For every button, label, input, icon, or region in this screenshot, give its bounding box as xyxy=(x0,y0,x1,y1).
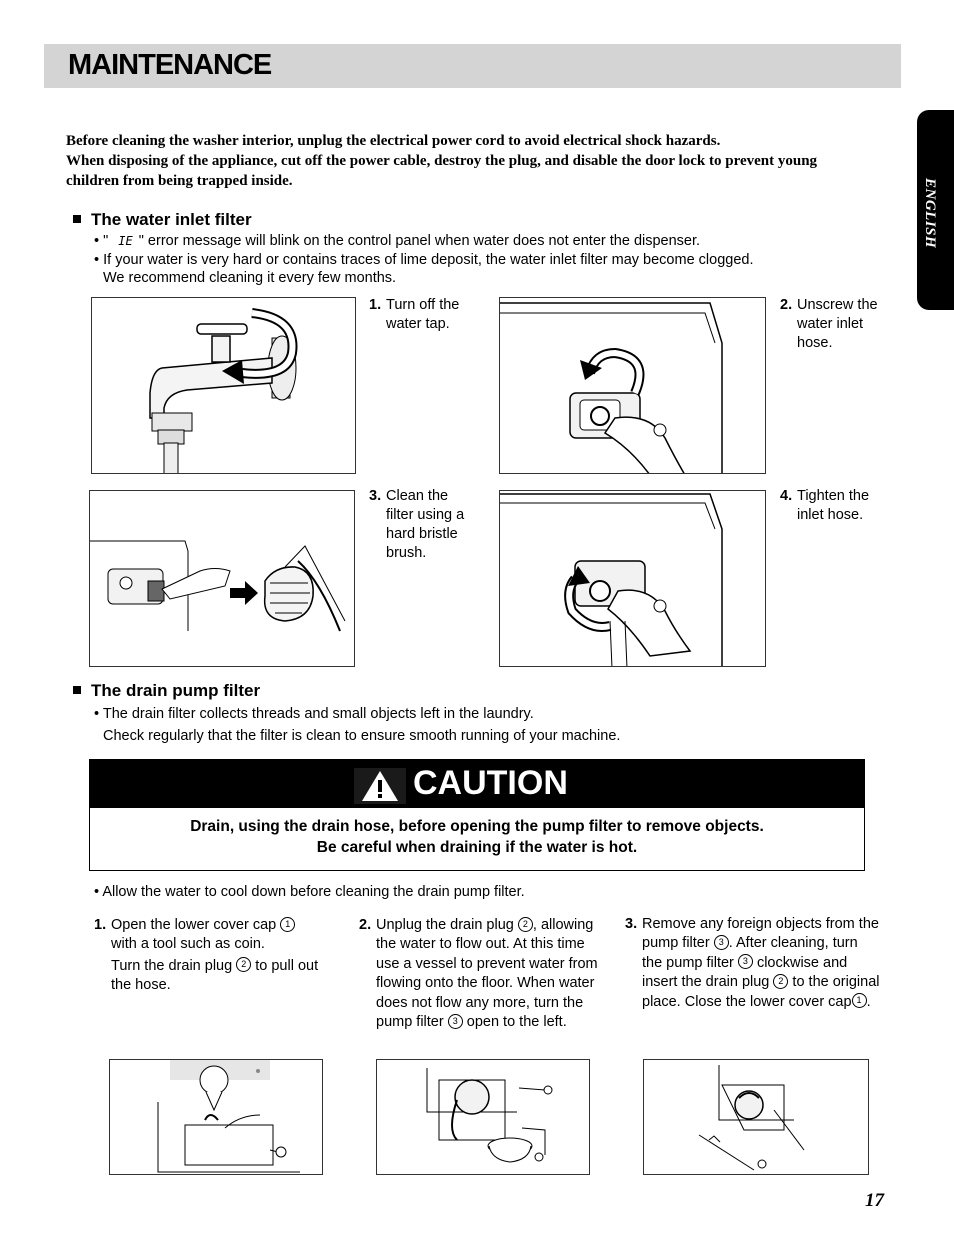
inlet-step-2 xyxy=(780,296,890,353)
page-title: MAINTENANCE xyxy=(68,49,272,81)
step-text: to the original place. Close the lower cover cap xyxy=(642,974,880,1010)
step-text: Unplug the drain plug xyxy=(376,917,514,933)
drain-step-1 xyxy=(94,916,324,996)
drain-filter-heading xyxy=(73,681,260,701)
circled-number-2: 2 xyxy=(236,957,251,972)
step-text: Remove any foreign objects from the pump filter xyxy=(642,916,879,952)
turn-off-tap-illustration xyxy=(91,297,356,474)
step-number: 3. xyxy=(369,488,382,504)
step-number: 4. xyxy=(780,488,793,504)
inlet-bullet-2-line-2: We recommend cleaning it every few months. xyxy=(103,270,397,286)
circled-number-3: 3 xyxy=(738,954,753,969)
step-text: Turn the drain plug xyxy=(111,957,233,974)
circled-number-1: 1 xyxy=(852,993,867,1008)
clean-pump-filter-illustration xyxy=(643,1059,869,1175)
step-text: Unscrew the water inlet hose. xyxy=(797,297,878,351)
step-text: open to the left. xyxy=(466,1014,567,1031)
step-number: 2. xyxy=(780,297,793,313)
warning-line-1: Before cleaning the washer interior, unplug the electrical power cord to avoid electrical shock hazards. xyxy=(66,133,721,149)
step-number: 3. xyxy=(625,916,638,932)
safety-warning xyxy=(66,131,866,191)
unplug-drain-illustration xyxy=(376,1059,590,1175)
inlet-step-1 xyxy=(369,296,479,334)
error-code-glyph: IE xyxy=(118,234,133,248)
circled-number-3: 3 xyxy=(714,935,729,950)
step-text: with a tool such as coin. xyxy=(111,936,265,953)
circled-number-2: 2 xyxy=(518,917,533,932)
inlet-bullet-2-line-1: If your water is very hard or contains traces of lime deposit, the water inlet filter may become clogged. xyxy=(103,252,754,268)
caution-text xyxy=(90,816,864,858)
square-bullet-icon xyxy=(73,686,81,694)
inlet-step-3 xyxy=(369,487,479,563)
tighten-hose-illustration xyxy=(499,490,766,667)
step-text: Tighten the inlet hose. xyxy=(797,488,870,523)
inlet-bullet-1-text: " error message will blink on the control panel when water does not enter the dispenser. xyxy=(138,233,701,249)
drain-bullet-1-text: The drain filter collects threads and small objects left in the laundry. xyxy=(102,706,534,722)
step-text: clockwise and insert the drain plug xyxy=(642,954,848,991)
drain-bullet-1b-text: Check regularly that the filter is clean to ensure smooth running of your machine. xyxy=(103,728,621,744)
caution-box xyxy=(89,759,865,871)
step-text: Turn off the water tap. xyxy=(386,297,460,332)
circled-number-3: 3 xyxy=(448,1014,463,1029)
drain-bullet-1b xyxy=(103,727,863,746)
circled-number-1: 1 xyxy=(280,917,295,932)
step-text: . After cleaning, turn the pump filter xyxy=(642,935,858,971)
step-text: Clean the filter using a hard bristle brush. xyxy=(386,488,465,561)
language-tab xyxy=(917,110,954,310)
page-number: 17 xyxy=(865,1190,884,1211)
caution-label: CAUTION xyxy=(413,764,568,802)
step-number: 1. xyxy=(94,917,107,933)
step-number: 2. xyxy=(359,917,372,933)
step-text: to pull out the hose. xyxy=(111,957,319,994)
warning-line-2: When disposing of the appliance, cut off the power cable, destroy the plug, and disable the door lock to prevent young children from being trapped inside. xyxy=(66,153,818,189)
caution-line-1: Drain, using the drain hose, before opening the pump filter to remove objects. xyxy=(190,818,764,835)
inlet-bullet-2b xyxy=(103,269,863,288)
caution-header xyxy=(90,760,864,808)
language-tab-label: ENGLISH xyxy=(922,178,938,249)
step-text: . xyxy=(866,993,871,1010)
inlet-filter-heading xyxy=(73,210,252,230)
warning-triangle-icon xyxy=(354,768,406,804)
cool-down-note: • Allow the water to cool down before cleaning the drain pump filter. xyxy=(94,884,525,900)
step-number: 1. xyxy=(369,297,382,313)
drain-step-3 xyxy=(625,915,880,1012)
title-bar xyxy=(44,44,901,88)
caution-line-2: Be careful when draining if the water is hot. xyxy=(316,839,638,856)
square-bullet-icon xyxy=(73,215,81,223)
step-text: allowing the water to flow out. At this time use a vessel to prevent water from flowing onto the floor. When water does not flow any more, turn the pump filter xyxy=(376,917,598,1031)
inlet-step-4 xyxy=(780,487,890,525)
quote-open: " xyxy=(103,233,109,249)
inlet-filter-heading-text: The water inlet filter xyxy=(91,210,252,229)
inlet-bullet-2: • If your water is very hard or contains traces of lime deposit, the water inlet filter may become clogged. xyxy=(94,252,754,268)
circled-number-2: 2 xyxy=(773,974,788,989)
clean-filter-illustration xyxy=(89,490,355,667)
drain-filter-heading-text: The drain pump filter xyxy=(91,681,261,700)
open-cover-cap-illustration xyxy=(109,1059,323,1175)
cool-down-note-text: Allow the water to cool down before cleaning the drain pump filter. xyxy=(102,884,525,900)
drain-bullet-1: • The drain filter collects threads and small objects left in the laundry. xyxy=(94,706,534,722)
step-text: Open the lower cover cap xyxy=(111,917,277,933)
step-text: , xyxy=(532,917,537,933)
unscrew-hose-illustration xyxy=(499,297,766,474)
drain-step-2 xyxy=(359,916,603,1032)
inlet-bullet-1: • " IE " error message will blink on the control panel when water does not enter the dispenser. xyxy=(94,233,701,249)
